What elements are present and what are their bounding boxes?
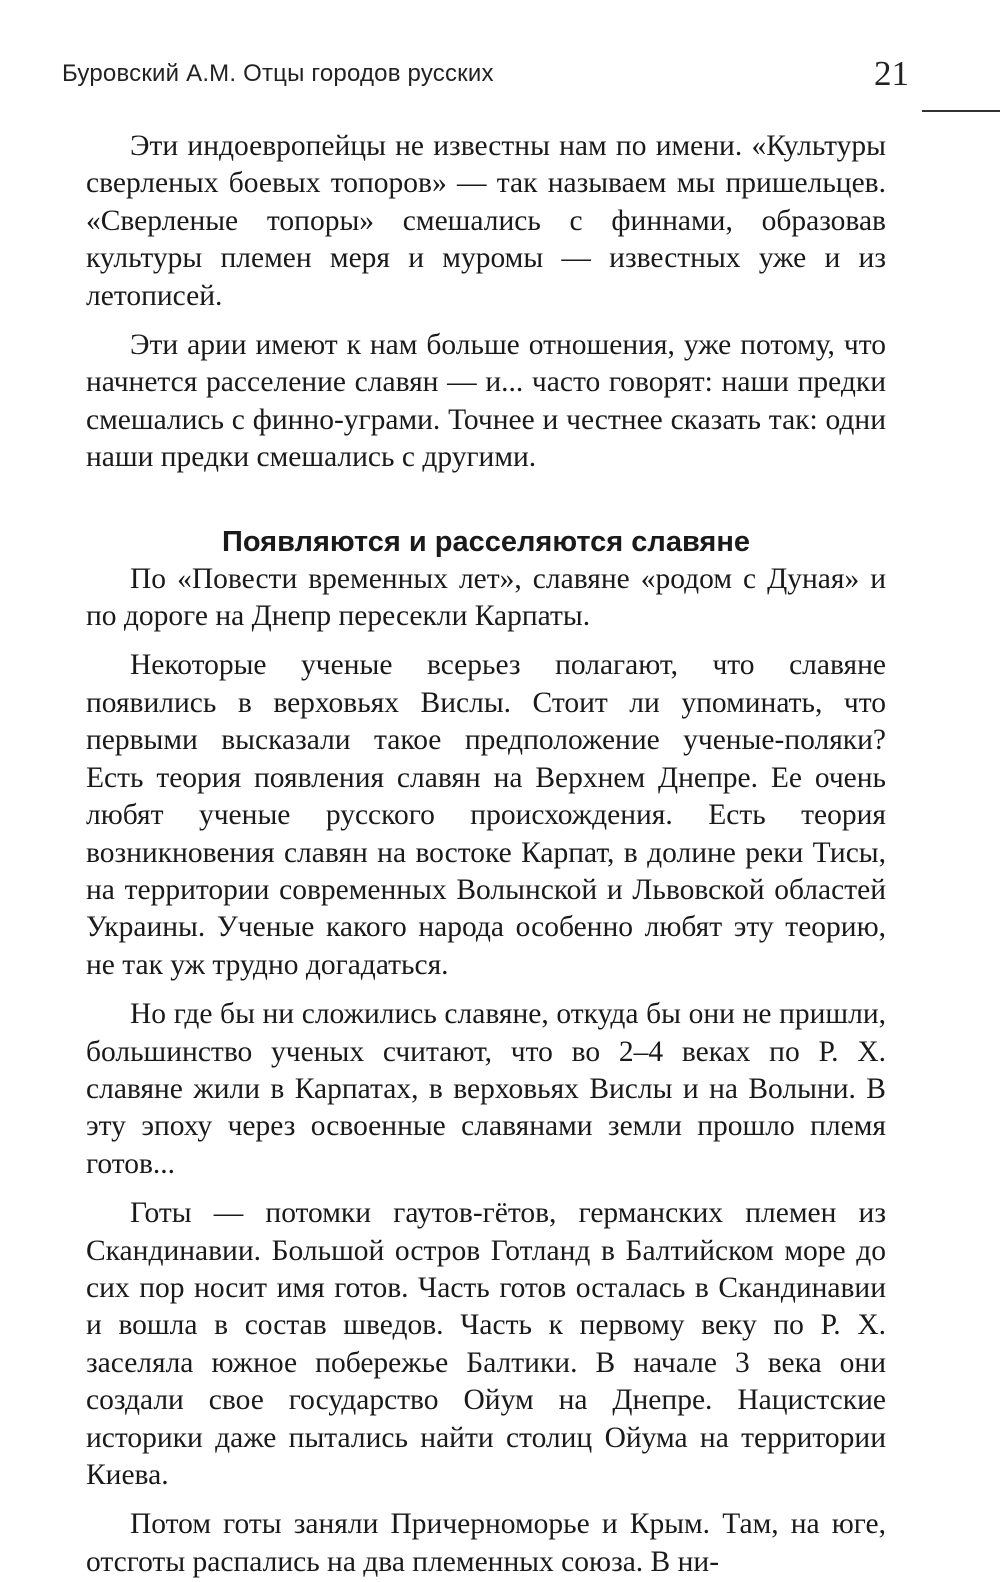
paragraph-gap bbox=[86, 1494, 886, 1506]
section-heading: Появляются и расселяются славяне bbox=[222, 525, 750, 558]
paragraph: По «Повести временных лет», славяне «родом с Дуная» и по дороге на Днепр пересекли Карпаты. bbox=[86, 562, 886, 633]
paragraph-gap bbox=[86, 984, 886, 996]
paragraph: Некоторые ученые всерьез полагают, что славяне появились в верховьях Вислы. Стоит ли упоминать, что первыми высказали такое предположение ученые-поляки? Есть теория появления славян на Верхнем Днепре. Ее очень любят ученые русского происхождения. Есть теория возникновения славян на востоке Карпат, в долине реки Тисы, на территории современных Волынской и Львовской областей Украины. Ученые какого народа особенно любят эту теорию, не так уж трудно догадаться. bbox=[86, 649, 886, 981]
paragraph: Но где бы ни сложились славяне, откуда бы они не пришли, большинство ученых считают, что во 2–4 веках по Р. Х. славяне жили в Карпатах, в верховьях Вислы и на Волыни. В эту эпоху через освоенные славянами земли прошло племя готов... bbox=[86, 998, 886, 1180]
page-number: 21 bbox=[874, 54, 909, 93]
paragraph-gap bbox=[86, 635, 886, 647]
book-title: Буровский А.М. Отцы городов русских bbox=[62, 60, 494, 87]
paragraph-gap bbox=[86, 315, 886, 327]
header-rule bbox=[922, 110, 1000, 112]
paragraph: Эти арии имеют к нам больше отношения, уже потому, что начнется расселение славян — и... часто говорят: наши предки смешались с финно-уграми. Точнее и честнее сказать так: одни наши предки смешались с другими. bbox=[86, 329, 886, 474]
running-header bbox=[62, 54, 1000, 112]
paragraph: Готы — потомки гаутов-гётов, германских племен из Скандинавии. Большой остров Готланд в Балтийском море до сих пор носит имя готов. Часть готов осталась в Скандинавии и вошла в состав шведов. Часть к первому веку по Р. Х. заселяла южное побережье Балтики. В начале 3 века они создали свое государство Ойум на Днепре. Нацистские историки даже пытались найти столиц Ойума на территории Киева. bbox=[86, 1197, 886, 1491]
paragraph-gap bbox=[86, 1183, 886, 1195]
paragraph: Потом готы заняли Причерноморье и Крым. Там, на юге, отсготы распались на два племенных союза. В ни- bbox=[86, 1508, 886, 1578]
paragraph: Эти индоевропейцы не известны нам по имени. «Культуры сверленых боевых топоров» — так называем мы пришельцев. «Сверленые топоры» смешались с финнами, образовав культуры племен меря и муромы — известных уже и из летописей. bbox=[86, 130, 886, 312]
page-body bbox=[86, 128, 886, 1581]
